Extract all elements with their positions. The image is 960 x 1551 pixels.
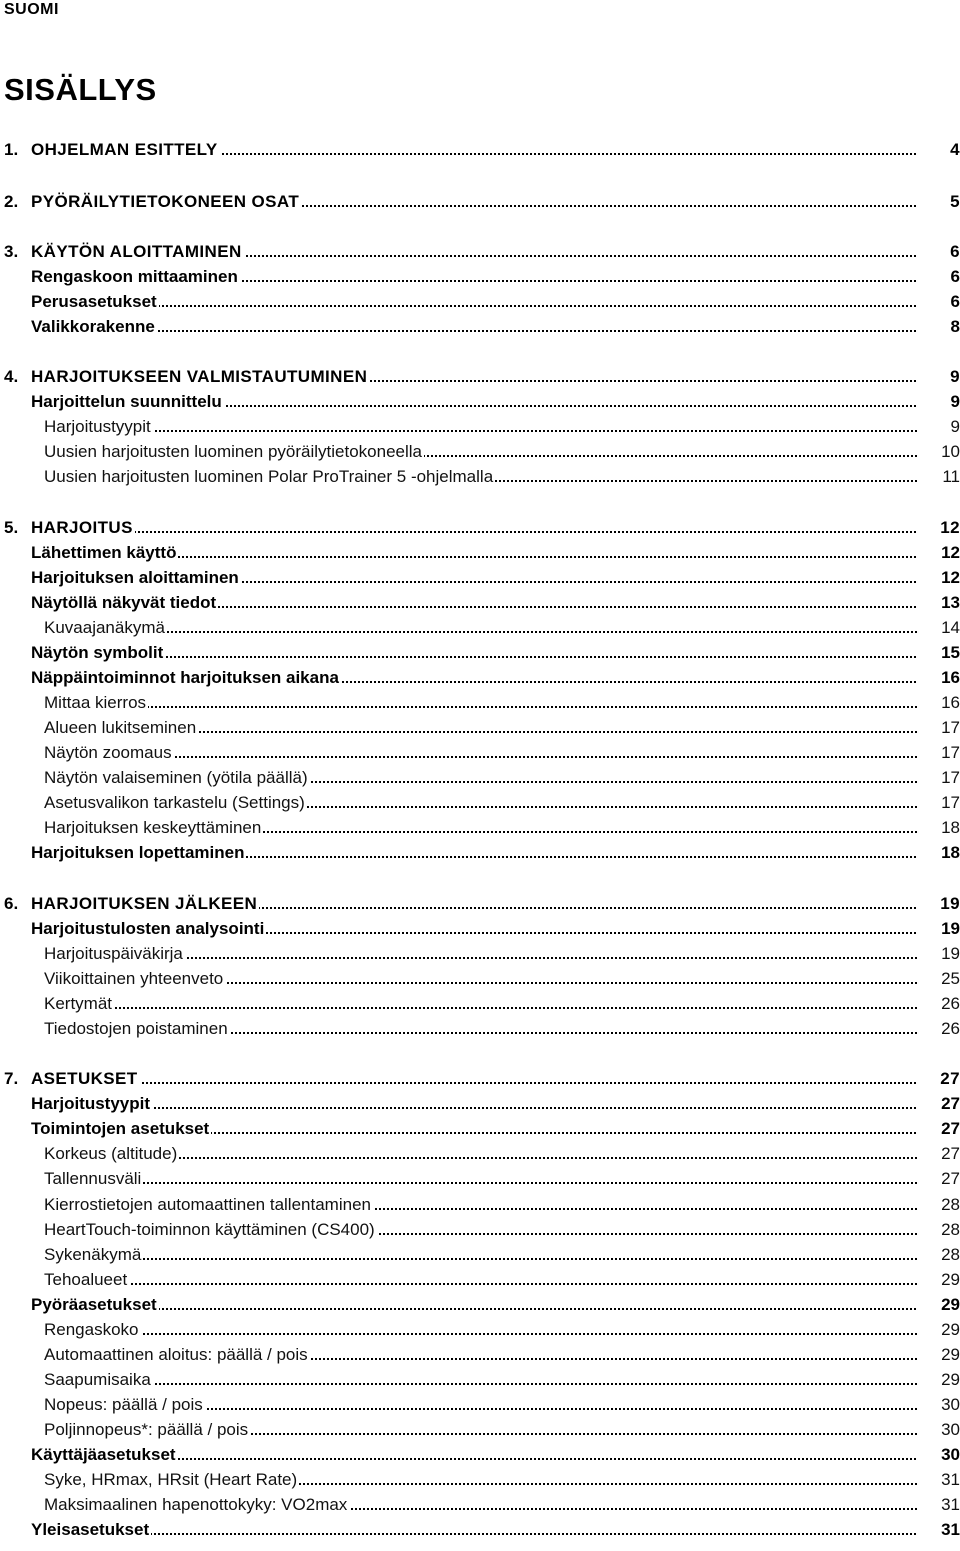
toc-entry-label: Lähettimen käyttö [31,540,178,565]
toc-entry-label: Harjoitustyypit [31,1091,152,1116]
toc-entry[interactable] [0,1517,960,1542]
toc-entry-label: Harjoittelun suunnittelu [31,389,224,414]
toc-entry-page-number: 12 [918,515,960,540]
toc-entry-number: 6. [4,894,19,913]
toc-entry-page-number: 30 [918,1417,960,1442]
dot-leader [44,1007,940,1009]
dot-leader [31,1107,940,1109]
toc-entry-page-number: 5 [918,189,960,214]
toc-entry[interactable] [0,966,960,991]
toc-entry[interactable] [0,1267,960,1292]
dot-leader [44,1283,940,1285]
toc-entry-label: Harjoituksen keskeyttäminen [44,815,263,840]
toc-entry-page-number: 6 [918,289,960,314]
toc-entry-page-number: 29 [918,1317,960,1342]
toc-entry-page-number: 9 [918,389,960,414]
dot-leader [31,531,940,533]
toc-entry-page-number: 18 [918,815,960,840]
toc-entry[interactable] [0,991,960,1016]
toc-entry-page-number: 31 [918,1517,960,1542]
dot-leader [31,1308,940,1310]
page-title: SISÄLLYS [4,72,157,107]
toc-entry-page-number: 10 [918,439,960,464]
toc-entry-label: Rengaskoon mittaaminen [31,264,240,289]
toc-entry-label: Harjoituksen aloittaminen [31,565,241,590]
toc-entry-label: Saapumisaika [44,1367,153,1392]
toc-entry-number: 1. [4,140,19,159]
toc-entry-label: Asetusvalikon tarkastelu (Settings) [44,790,307,815]
toc-entry-page-number: 29 [918,1342,960,1367]
dot-leader [31,330,940,332]
toc-entry[interactable] [0,414,960,439]
toc-entry-label: Kertymät [44,991,114,1016]
toc-entry-label: Harjoitustyypit [44,414,153,439]
toc-entry[interactable] [0,916,960,941]
toc-entry-page-number: 11 [918,464,960,489]
toc-entry-page-number: 17 [918,715,960,740]
toc-entry-number: 3. [4,242,19,261]
toc-entry-page-number: 27 [918,1091,960,1116]
toc-entry[interactable] [0,941,960,966]
toc-entry[interactable] [0,1392,960,1417]
toc-entry-label: Perusasetukset [31,289,159,314]
toc-entry[interactable] [0,137,960,162]
toc-entry[interactable] [0,1492,960,1517]
toc-entry-label: Mittaa kierros [44,690,148,715]
toc-entry-label: Kierrostietojen automaattinen tallentaminen [44,1192,373,1217]
toc-entry[interactable] [0,464,960,489]
toc-entry[interactable] [0,1016,960,1041]
toc-entry[interactable] [0,715,960,740]
toc-entry[interactable] [0,665,960,690]
dot-leader [44,430,940,432]
toc-entry-label: Maksimaalinen hapenottokyky: VO2max [44,1492,349,1517]
toc-entry-label: KÄYTÖN ALOITTAMINEN [31,239,244,264]
toc-entry-label: Käyttäjäasetukset [31,1442,178,1467]
toc-entry-page-number: 19 [918,941,960,966]
dot-leader [31,1082,940,1084]
dot-leader [44,1333,940,1335]
toc-entry-label: Näytön symbolit [31,640,165,665]
dot-leader [31,305,940,307]
toc-entry-label: Tallennusväli [44,1166,143,1191]
toc-entry-number: 4. [4,367,19,386]
toc-entry-page-number: 13 [918,590,960,615]
toc-entry-page-number: 15 [918,640,960,665]
toc-entry-number: 5. [4,518,19,537]
toc-entry-label: Yleisasetukset [31,1517,151,1542]
toc-entry[interactable] [0,1367,960,1392]
toc-entry-label: Näppäintoiminnot harjoituksen aikana [31,665,341,690]
toc-entry-page-number: 29 [918,1367,960,1392]
toc-entry-page-number: 30 [918,1392,960,1417]
toc-entry[interactable] [0,790,960,815]
toc-entry[interactable] [0,765,960,790]
dot-leader [31,656,940,658]
toc-entry[interactable] [0,1141,960,1166]
toc-entry[interactable] [0,690,960,715]
dot-leader [31,1533,940,1535]
toc-entry-page-number: 9 [918,364,960,389]
dot-leader [44,706,940,708]
toc-entry[interactable] [0,389,960,414]
dot-leader [44,1182,940,1184]
toc-entry[interactable] [0,289,960,314]
toc-entry-label: Tehoalueet [44,1267,129,1292]
toc-entry-page-number: 26 [918,1016,960,1041]
toc-entry[interactable] [0,1442,960,1467]
toc-entry[interactable] [0,314,960,339]
toc-entry-page-number: 28 [918,1217,960,1242]
toc-entry[interactable] [0,439,960,464]
toc-entry[interactable] [0,1091,960,1116]
toc-entry-label: Rengaskoko [44,1317,141,1342]
toc-entry-number: 7. [4,1069,19,1088]
toc-entry-page-number: 27 [918,1116,960,1141]
toc-entry[interactable] [0,515,960,540]
toc-entry[interactable] [0,264,960,289]
toc-entry[interactable] [0,815,960,840]
toc-entry[interactable] [0,1417,960,1442]
toc-entry[interactable] [0,1292,960,1317]
toc-entry[interactable] [0,1242,960,1267]
toc-entry-page-number: 16 [918,690,960,715]
toc-entry[interactable] [0,1192,960,1217]
toc-entry-label: Tiedostojen poistaminen [44,1016,230,1041]
toc-entry-page-number: 17 [918,790,960,815]
toc-entry-label: Sykenäkymä [44,1242,143,1267]
dot-leader [44,631,940,633]
toc-entry-page-number: 12 [918,540,960,565]
dot-leader [44,1383,940,1385]
toc-entry-page-number: 9 [918,414,960,439]
dot-leader [44,1258,940,1260]
toc-entry-label: Harjoituksen lopettaminen [31,840,246,865]
toc-entry-label: OHJELMAN ESITTELY [31,137,220,162]
toc-entry-page-number: 17 [918,765,960,790]
toc-entry[interactable] [0,891,960,916]
toc-entry-label: Syke, HRmax, HRsit (Heart Rate) [44,1467,299,1492]
toc-entry-label: Pyöräasetukset [31,1292,159,1317]
toc-entry[interactable] [0,1467,960,1492]
toc-entry[interactable] [0,840,960,865]
toc-entry[interactable] [0,1066,960,1091]
toc-entry-page-number: 30 [918,1442,960,1467]
toc-entry[interactable] [0,1342,960,1367]
toc-entry-page-number: 12 [918,565,960,590]
toc-entry-label: HARJOITUS [31,515,135,540]
toc-entry-page-number: 6 [918,239,960,264]
toc-entry-label: Näytön valaiseminen (yötila päällä) [44,765,310,790]
toc-entry-page-number: 27 [918,1166,960,1191]
toc-entry-page-number: 28 [918,1242,960,1267]
toc-entry-page-number: 6 [918,264,960,289]
toc-entry[interactable] [0,1317,960,1342]
toc-entry[interactable] [0,590,960,615]
toc-entry-label: Näytön zoomaus [44,740,174,765]
toc-entry[interactable] [0,1166,960,1191]
toc-entry-label: Alueen lukitseminen [44,715,198,740]
toc-entry[interactable] [0,239,960,264]
toc-entry-label: Uusien harjoitusten luominen pyöräilytietokoneella [44,439,424,464]
toc-entry-page-number: 31 [918,1492,960,1517]
toc-entry-label: Automaattinen aloitus: päällä / pois [44,1342,310,1367]
toc-entry[interactable] [0,740,960,765]
toc-entry-page-number: 27 [918,1141,960,1166]
dot-leader [44,756,940,758]
toc-entry-page-number: 27 [918,1066,960,1091]
toc-entry[interactable] [0,189,960,214]
toc-entry-label: PYÖRÄILYTIETOKONEEN OSAT [31,189,301,214]
toc-entry[interactable] [0,640,960,665]
toc-entry-page-number: 29 [918,1267,960,1292]
toc-entry-label: HARJOITUKSEN JÄLKEEN [31,891,259,916]
toc-entry-label: Harjoituspäiväkirja [44,941,185,966]
toc-entry-page-number: 17 [918,740,960,765]
toc-entry-label: Korkeus (altitude) [44,1141,179,1166]
toc-entry-page-number: 19 [918,891,960,916]
toc-entry[interactable] [0,364,960,389]
toc-entry-page-number: 25 [918,966,960,991]
toc-entry-label: Näytöllä näkyvät tiedot [31,590,218,615]
toc-entry-label: Viikoittainen yhteenveto [44,966,225,991]
toc-entry-label: ASETUKSET [31,1066,140,1091]
toc-entry-label: Toimintojen asetukset [31,1116,211,1141]
toc-entry-label: Nopeus: päällä / pois [44,1392,205,1417]
toc-entry-page-number: 19 [918,916,960,941]
toc-entry-label: Uusien harjoitusten luominen Polar ProTrainer 5 -ohjelmalla [44,464,495,489]
toc-entry-label: Kuvaajanäkymä [44,615,167,640]
toc-entry-page-number: 31 [918,1467,960,1492]
language-label: SUOMI [4,1,59,18]
toc-entry-page-number: 4 [918,137,960,162]
toc-entry-page-number: 29 [918,1292,960,1317]
toc-entry-label: Harjoitustulosten analysointi [31,916,266,941]
toc-entry[interactable] [0,540,960,565]
toc-entry-label: Poljinnopeus*: päällä / pois [44,1417,250,1442]
toc-entry-page-number: 16 [918,665,960,690]
toc-entry[interactable] [0,565,960,590]
toc-entry-page-number: 8 [918,314,960,339]
toc-entry[interactable] [0,1116,960,1141]
toc-entry-label: HARJOITUKSEEN VALMISTAUTUMINEN [31,364,369,389]
toc-entry-page-number: 18 [918,840,960,865]
toc-entry-page-number: 14 [918,615,960,640]
toc-entry-label: HeartTouch-toiminnon käyttäminen (CS400) [44,1217,377,1242]
toc-entry[interactable] [0,615,960,640]
toc-entry-page-number: 28 [918,1192,960,1217]
toc-entry-page-number: 26 [918,991,960,1016]
toc-entry-label: Valikkorakenne [31,314,157,339]
toc-entry[interactable] [0,1217,960,1242]
toc-entry-number: 2. [4,192,19,211]
